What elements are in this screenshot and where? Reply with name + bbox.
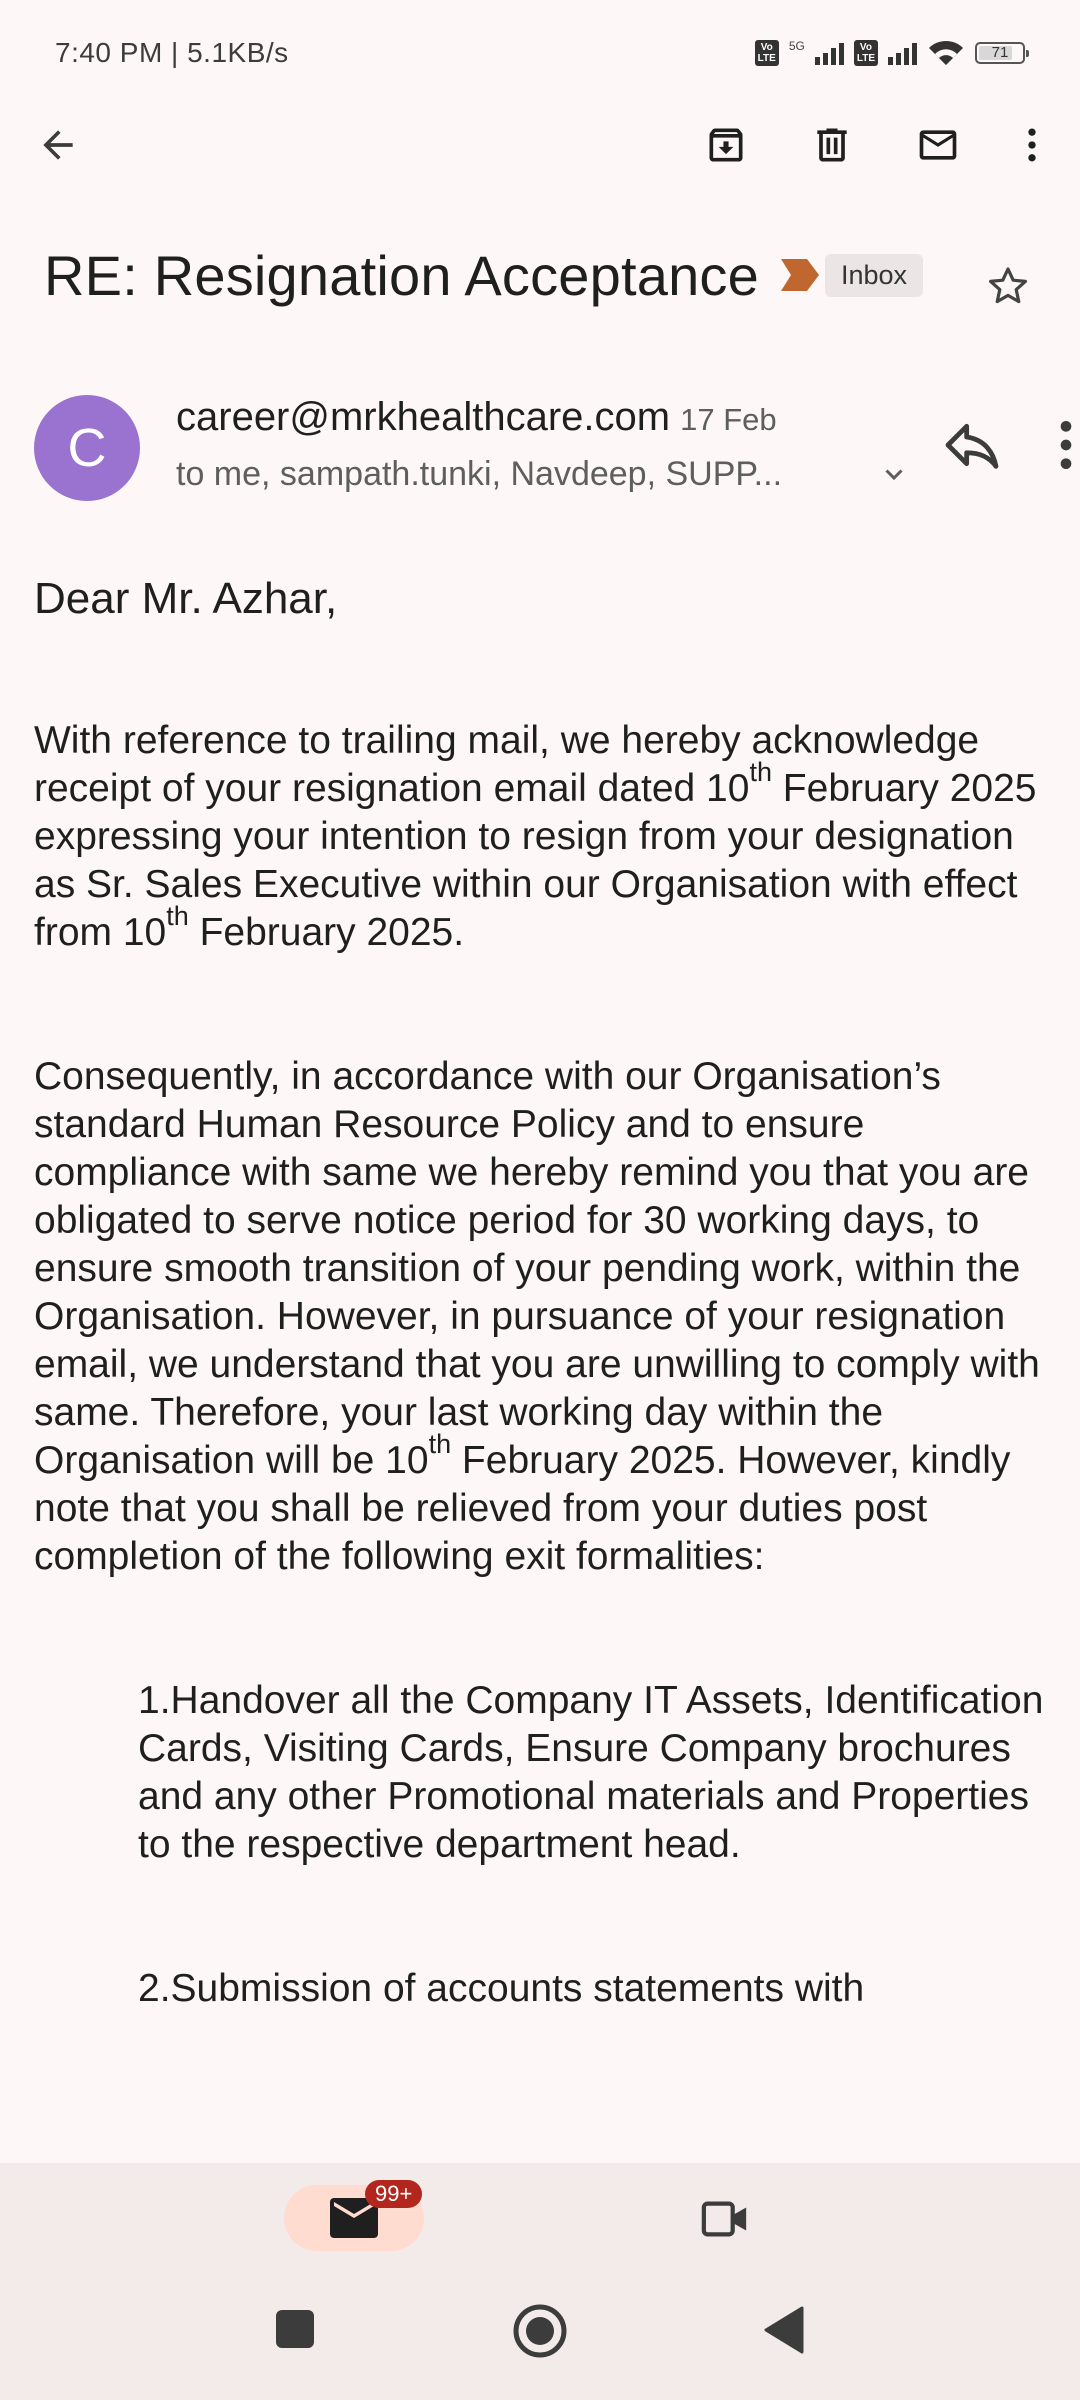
volte-icon-2: Vo LTE bbox=[854, 40, 878, 66]
meet-video-icon[interactable] bbox=[700, 2197, 750, 2241]
square-recents-icon bbox=[274, 2308, 316, 2350]
star-icon[interactable] bbox=[984, 262, 1032, 310]
signal-icon-2 bbox=[888, 41, 917, 65]
more-vert-icon bbox=[1010, 123, 1054, 167]
avatar[interactable]: C bbox=[34, 395, 140, 501]
status-icons bbox=[755, 39, 1025, 67]
email-body bbox=[34, 575, 1054, 2109]
email-date: 17 Feb bbox=[680, 402, 777, 437]
battery-level: 71 bbox=[991, 44, 1009, 61]
volte-icon: Vo LTE bbox=[755, 40, 779, 66]
network-type: 5G bbox=[788, 38, 805, 53]
triangle-back-icon bbox=[762, 2306, 806, 2354]
wifi-icon bbox=[927, 39, 965, 67]
battery-icon bbox=[975, 42, 1025, 64]
mail-icon bbox=[916, 123, 960, 167]
body-paragraph-1: With reference to trailing mail, we hereby acknowledge receipt of your resignation email dated 10th February 2025 expressing your intention to resign from your designation as Sr. Sales Executive within our Organisation with effect from 10th February 2025. bbox=[34, 719, 1037, 954]
exit-formality-item-1: 1.Handover all the Company IT Assets, Identification Cards, Visiting Cards, Ensure Company brochures and any other Promotional materials and Properties to the respective department head. bbox=[138, 1679, 1044, 1866]
unread-count-badge: 99+ bbox=[365, 2180, 422, 2208]
email-subject: RE: Resignation Acceptance bbox=[44, 243, 759, 307]
status-time: 7:40 PM | 5.1KB/s bbox=[55, 36, 289, 68]
system-back-button[interactable] bbox=[762, 2306, 806, 2359]
recents-button[interactable] bbox=[274, 2308, 316, 2355]
sender-email: career@mrkhealthcare.com bbox=[176, 395, 671, 439]
status-bar bbox=[0, 0, 1080, 105]
email-toolbar bbox=[0, 105, 1080, 195]
signal-icon bbox=[815, 41, 844, 65]
archive-button[interactable] bbox=[690, 109, 762, 181]
trash-icon bbox=[810, 123, 854, 167]
sender-name bbox=[176, 395, 777, 440]
archive-icon bbox=[704, 123, 748, 167]
important-label-icon[interactable] bbox=[781, 259, 819, 291]
inbox-label-chip[interactable]: Inbox bbox=[825, 254, 923, 297]
delete-button[interactable] bbox=[796, 109, 868, 181]
body-paragraph-2: Consequently, in accordance with our Organisation’s standard Human Resource Policy and to ensure compliance with same we hereby remind you that you are obligated to serve notice period for 30 working days, to ensure smooth transition of your pending work, within the Organisation. However, in pursuance of your resignation email, we understand that you are unwilling to comply with same. Therefore, your last working day within the Organisation will be 10th February 2025. However, kindly note that you shall be relieved from your duties post completion of the following exit formalities: bbox=[34, 1055, 1040, 1578]
exit-formality-item-2: 2.Submission of accounts statements with bbox=[138, 1967, 865, 2010]
back-button[interactable] bbox=[22, 109, 94, 181]
back-arrow-icon bbox=[36, 123, 80, 167]
more-options-button[interactable] bbox=[996, 109, 1068, 181]
sender-header bbox=[34, 395, 1080, 505]
home-circle-icon bbox=[512, 2303, 568, 2359]
chevron-down-icon[interactable] bbox=[876, 457, 912, 493]
subject-row bbox=[44, 230, 1060, 320]
recipients-summary[interactable]: to me, sampath.tunki, Navdeep, SUPP... bbox=[176, 455, 783, 493]
bottom-navigation bbox=[0, 2163, 1080, 2400]
message-more-icon[interactable] bbox=[1034, 413, 1080, 477]
home-button[interactable] bbox=[512, 2303, 568, 2364]
mark-unread-button[interactable] bbox=[902, 109, 974, 181]
salutation: Dear Mr. Azhar, bbox=[34, 574, 338, 623]
reply-icon[interactable] bbox=[940, 413, 1004, 477]
